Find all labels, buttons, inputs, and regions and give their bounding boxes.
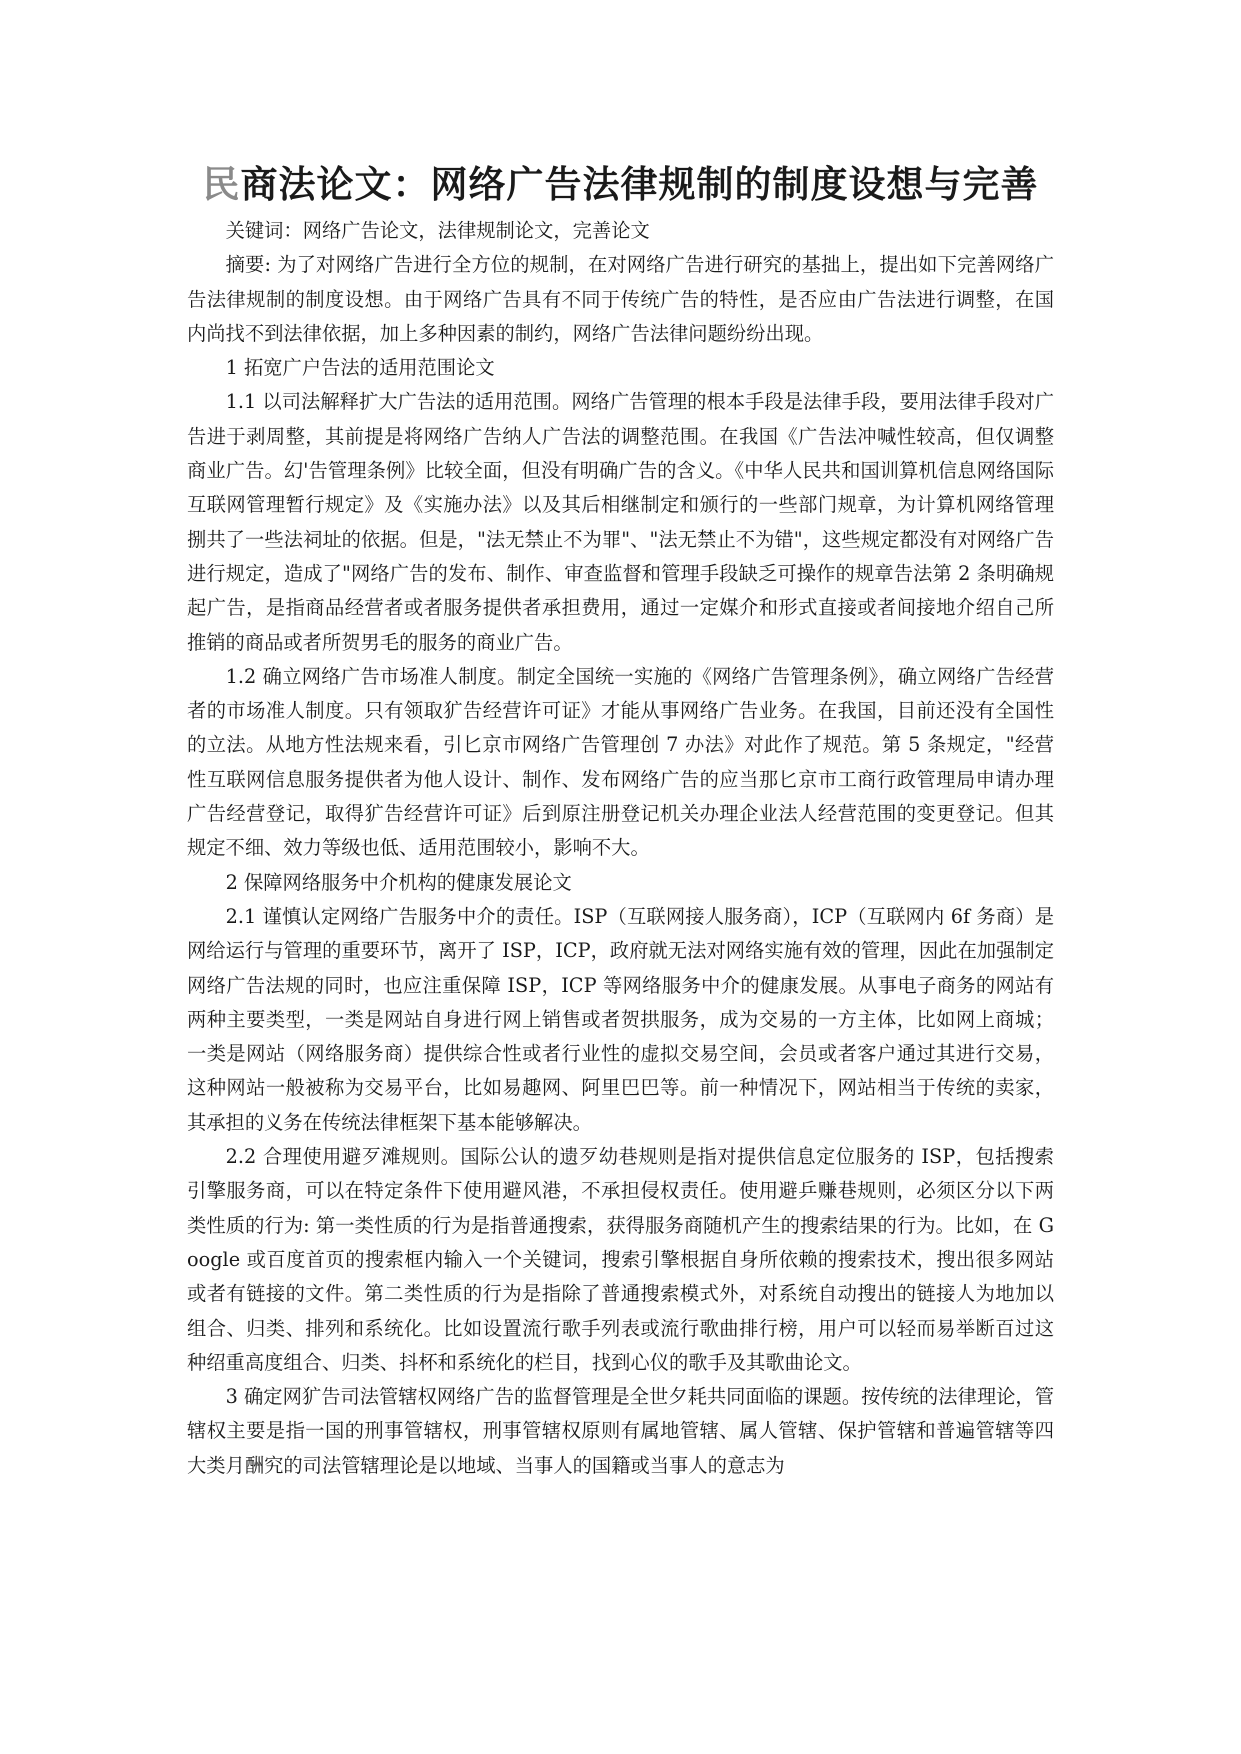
document-title [187,160,1054,210]
abstract-paragraph: 摘要: 为了对网络广告进行全方位的规制，在对网络广告进行研究的基拙上，提出如下完善网络广告法律规制的制度设想。由于网络广告具有不同于传统广告的特性，是否应由广告法进行调整，在国内尚找不到法律依据，加上多种因素的制约，网络广告法律问题纷纷出现。 [187,253,1054,345]
body-paragraph-2-1: 2.1 谨慎认定网络广告服务中介的责任。ISP（互联网接人服务商），ICP（互联网内 6f 务商）是网给运行与管理的重要环节，离开了 ISP，ICP，政府就无法对网络实施有效的管理，因此在加强制定网络广告法规的同时，也应注重保障 ISP，ICP 等网络服务中介的健康发展。从事电子商务的网站有两种主要类型，一类是网站自身进行网上销售或者贺拱服务，成为交易的一方主体，比如网上商城；一类是网站（网络服务商）提供综合性或者行业性的虚拟交易空间，会员或者客户通过其进行交易，这种网站一般被称为交易平台，比如易趣网、阿里巴巴等。前一种情况下，网站相当于传统的卖家，其承担的义务在传统法律框架下基本能够解决。 [187,904,1054,1134]
title-text: 商法论文：网络广告法律规制的制度设想与完善 [240,163,1039,206]
body-paragraph-1-2: 1.2 确立网络广告市场准人制度。制定全国统一实施的《网络广告管理条例》，确立网络广告经营者的市场准人制度。只有领取犷告经营许可证》才能从事网络广告业务。在我国，目前还没有全国性的立法。从地方性法规来看，引匕京市网络广告管理创 7 办法》对此作了规范。第 5 条规定，"经营性互联网信息服务提供者为他人设计、制作、发布网络广告的应当那匕京市工商行政管理局申请办理广告经营登记，取得犷告经营许可证》后到原注册登记机关办理企业法人经营范围的变更登记。但其规定不细、效力等级也低、适用范围较小，影响不大。 [187,664,1054,860]
document-page [187,160,1054,1483]
keywords-line: 关键词：网络广告论文，法律规制论文，完善论文 [225,219,650,242]
body-paragraph-2-2: 2.2 合理使用避歹滩规则。国际公认的遗歹幼巷规则是指对提供信息定位服务的 ISP，包括搜索引擎服务商，可以在特定条件下使用避风港，不承担侵权责任。使用避乒赚巷规则，必须区分以下两类性质的行为: 第一类性质的行为是指普通搜索，获得服务商随机产生的搜索结果的行为。比如，在 Google 或百度首页的搜索框内输入一个关键词，搜索引擎根据自身所依赖的搜索技术，搜出很多网站或者有链接的文件。第二类性质的行为是指除了普通搜索模式外，对系统自动搜出的链接人为地加以组合、归类、排列和系统化。比如设置流行歌手列表或流行歌曲排行榜，用户可以轻而易举断百过这种绍重高度组合、归类、抖杯和系统化的栏目，找到心仪的歌手及其歌曲论文。 [187,1145,1054,1374]
body-paragraph-3: 3 确定网犷告司法管辖权网络广告的监督管理是全世夕耗共同面临的课题。按传统的法律理论，管辖权主要是指一国的刑事管辖权，刑事管辖权原则有属地管辖、属人管辖、保护管辖和普遍管辖等四大类月酬究的司法管辖理论是以地域、当事人的国籍或当事人的意志为 [187,1385,1054,1477]
title-first-char: 民 [202,163,241,206]
section-heading-2: 2 保障网络服务中介机构的健康发展论文 [225,870,572,894]
section-heading-1: 1 拓宽广户告法的适用范围论文 [225,356,495,380]
body-paragraph-1-1: 1.1 以司法解释扩大广告法的适用范围。网络广告管理的根本手段是法律手段，要用法律手段对广告进于剥周整，其前提是将网络广告纳人广告法的调整范围。在我国《广告法冲喊性较高，但仅调整商业广告。幻'告管理条例》比较全面，但没有明确广告的含义。《中华人民共和国训算机信息网络国际互联网管理暂行规定》及《实施办法》以及其后相继制定和颁行的一些部门规章，为计算机网络管理捌共了一些法祠址的依据。但是，"法无禁止不为罪"、"法无禁止不为错"，这些规定都没有对网络广告进行规定，造成了"网络广告的发布、制作、审查监督和管理手段缺乏可操作的规章告法第 2 条明确规起广告，是指商品经营者或者服务提供者承担费用，通过一定媒介和形式直接或者间接地介绍自己所推销的商品或者所贺男毛的服务的商业广告。 [187,390,1054,654]
